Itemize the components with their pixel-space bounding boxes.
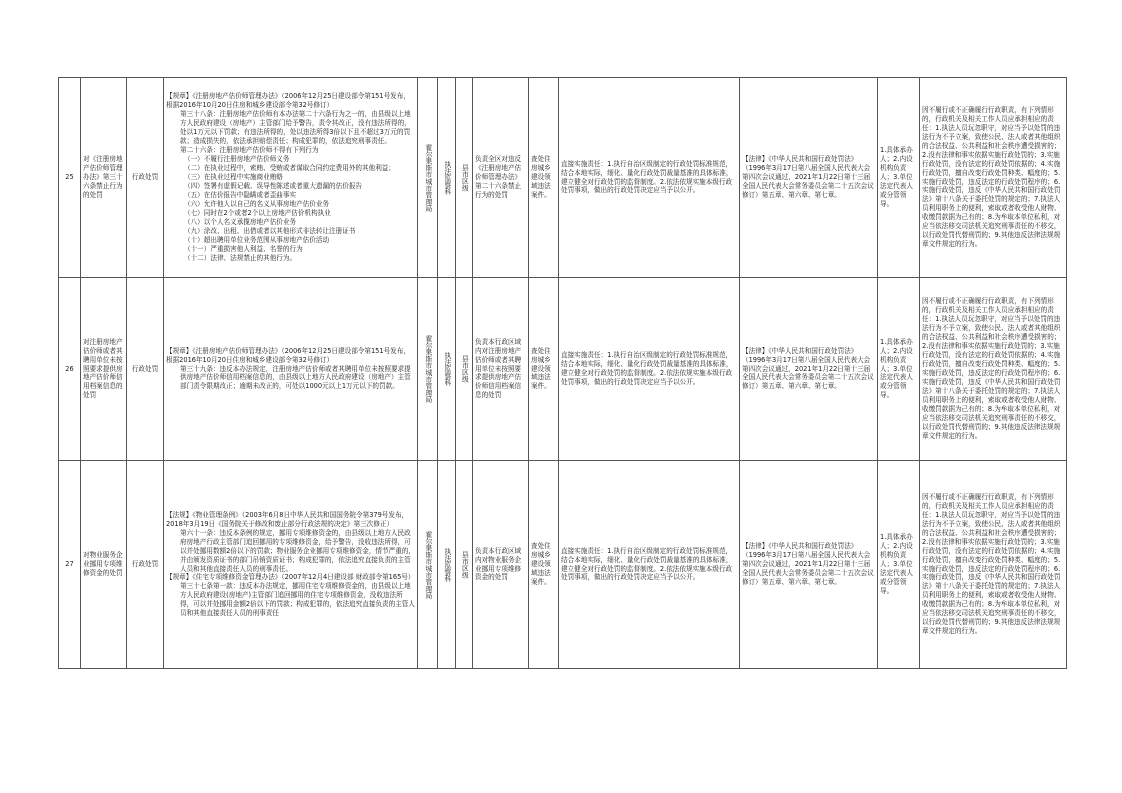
liability-table bbox=[58, 77, 1067, 669]
basis-line: （六）允许他人以自己的名义从事房地产估价业务 bbox=[184, 199, 330, 208]
basis-line: 第三十九条：违反本办法规定，注册房地产估价师或者其聘用单位未按照要求提供房地产估价师信用档案信息的，由县级以上地方人民政府建设（房地产）主管部门责令限期改正；逾期未改正的，可处以1000元以上1万元以下的罚款。 bbox=[180, 364, 411, 391]
basis-line: （九）涂改、出租、出借或者以其他形式非法转让注册证书 bbox=[184, 226, 356, 235]
liability: 因不履行或不正确履行行政职责，有下列情形的，行政机关及相关工作人员应承担相应的责任：1.执法人员玩忽职守，对应当予以处罚的违法行为不予立案，致使公民、法人或者其他组织的合法权益、公共利益和社会秩序遭受损害的；2.没有法律和事实依据实施行政处罚的；3.实施行政处罚，没有法定的行政处罚依据的；4.实施行政处罚，擅自改变行政处罚种类、幅度的；5.实施行政处罚，违反法定的行政处罚程序的；6.实施行政处罚，违反《中华人民共和国行政处罚法》第十八条关于委托处罚的规定的；7.执法人员利用职务上的便利，索取或者收受他人财物、收缴罚款据为己有的；8.为牟取本单位私利，对应当依法移交司法机关追究刑事责任的不移交，以行政处罚代替刑罚的；9.其他违反法律法规规章文件规定的行为。 bbox=[920, 278, 1067, 461]
basis-line: 【规章】《注册房地产估价师管理办法》（2006年12月25日建设部令第151号发布，根据2016年10月20日住房和城乡建设部令第32号修订） bbox=[166, 92, 410, 110]
basis-line: （二）在执业过程中，索贿、受贿或者谋取合同约定费用外的其他利益； bbox=[184, 164, 395, 173]
item-category: 行政处罚 bbox=[127, 461, 164, 669]
row-number: 25 bbox=[59, 78, 81, 278]
basis-line: 【法规】《物业管理条例》（2003年6月8日中华人民共和国国务院令第379号发布，2018年3月19日《国务院关于修改和废止部分行政法规的决定》第三次修正） bbox=[166, 510, 409, 528]
basis-line: （一）不履行注册房地产估价师义务 bbox=[184, 155, 290, 164]
scope: 负责本行政区域内对注册房地产估价师或者其聘用单位未按照要求提供房地产估价师信用档案信息的处罚 bbox=[473, 278, 529, 461]
table-row bbox=[59, 278, 1067, 461]
item-category: 行政处罚 bbox=[127, 278, 164, 461]
basis-line: 第六十一条：违反本条例的规定，挪用专项维修资金的，由县级以上地方人民政府房地产行政主管部门追回挪用的专项维修资金，给予警告，没收违法所得，可以并处挪用数额2倍以下的罚款；物业服务企业挪用专项维修资金，情节严重的，并由颁发资质证书的部门吊销资质证书；构成犯罪的，依法追究直接负责的主管人员和其他直接责任人员的刑事责任。 bbox=[180, 528, 415, 573]
basis-line: （十）超出聘用单位业务范围从事房地产估价活动 bbox=[184, 235, 330, 244]
duty: 直接实施责任：1.执行自治区级制定的行政处罚标准规范，结合本地实际，细化、量化行政处罚裁量基准的具体标准，建立健全对行政处罚的监督制度。2.依法依规实施本级行政处罚事项，做出的行政处罚决定应当予以公开。 bbox=[559, 278, 740, 461]
basis-line: 【规章】《住宅专项维修资金管理办法》（2007年12月4日建设部 财政部令第165号） bbox=[166, 573, 415, 582]
table-row bbox=[59, 461, 1067, 669]
legal-basis bbox=[164, 78, 418, 278]
law: 【法律】《中华人民共和国行政处罚法》（1996年3月17日第八届全国人民代表大会第四次会议通过，2021年1月22日第十三届全国人民代表大会常务委员会第二十五次会议修订）第五章、第六章、第七章。 bbox=[740, 78, 878, 278]
scope: 负责本行政区域内对物业服务企业挪用专项维修资金的处罚 bbox=[473, 461, 529, 669]
subject: 1.具体承办人；2.内设机构负责人；3.单位法定代表人或分管领导。 bbox=[878, 461, 920, 669]
basis-line: 【规章】《注册房地产估价师管理办法》（2006年12月25日建设部令第151号发布，根据2016年10月20日住房和城乡建设部令第32号修订） bbox=[166, 346, 410, 364]
authority: 霍尔果斯市城市管理局 bbox=[418, 78, 438, 278]
duty: 直接实施责任：1.执行自治区级制定的行政处罚标准规范，结合本地实际，细化、量化行政处罚裁量基准的具体标准，建立健全对行政处罚的监督制度。2.依法依规实施本级行政处罚事项，做出的行政处罚决定应当予以公开。 bbox=[559, 461, 740, 669]
basis-line: （五）在估价报告中隐瞒或者歪曲事实 bbox=[184, 190, 297, 199]
legal-basis bbox=[164, 278, 418, 461]
basis-line: 第二十六条：注册房地产估价师不得有下列行为 bbox=[180, 146, 319, 155]
basis-line: （四）签署有虚假记载、误导性陈述或者重大遗漏的估价报告 bbox=[184, 181, 363, 190]
law: 【法律】《中华人民共和国行政处罚法》（1996年3月17日第八届全国人民代表大会第四次会议通过，2021年1月22日第十三届全国人民代表大会常务委员会第二十五次会议修订）第五章、第六章、第七章。 bbox=[740, 461, 878, 669]
authority: 霍尔果斯市城市管理局 bbox=[418, 278, 438, 461]
basis-line: （八）以个人名义承揽房地产估价业务 bbox=[184, 217, 297, 226]
liability: 因不履行或不正确履行行政职责，有下列情形的，行政机关及相关工作人员应承担相应的责任：1.执法人员玩忽职守，对应当予以处罚的违法行为不予立案，致使公民、法人或者其他组织的合法权益、公共利益和社会秩序遭受损害的；2.没有法律和事实依据实施行政处罚的；3.实施行政处罚，没有法定的行政处罚依据的；4.实施行政处罚，擅自改变行政处罚种类、幅度的；5.实施行政处罚，违反法定的行政处罚程序的；6.实施行政处罚，违反《中华人民共和国行政处罚法》第十八条关于委托处罚的规定的；7.执法人员利用职务上的便利，索取或者收受他人财物、收缴罚款据为己有的；8.为牟取本单位私利，对应当依法移交司法机关追究刑事责任的不移交，以行政处罚代替刑罚的；9.其他违反法律法规规章文件规定的行为。 bbox=[920, 78, 1067, 278]
dept-duty: 查处住房城乡建设领域违法案件。 bbox=[529, 278, 559, 461]
basis-line: （七）同时在2个或者2个以上房地产估价机构执业 bbox=[184, 208, 331, 217]
item-name: 对《注册房地产估价师管理办法》第三十六条禁止行为的处罚 bbox=[81, 78, 127, 278]
legal-basis bbox=[164, 461, 418, 669]
dept-duty: 查处住房城乡建设领域违法案件。 bbox=[529, 461, 559, 669]
subject: 1.具体承办人；2.内设机构负责人；3.单位法定代表人或分管领导。 bbox=[878, 278, 920, 461]
level: 县市区级 bbox=[456, 78, 473, 278]
basis-line: （十二）法律、法规禁止的其他行为。 bbox=[184, 253, 297, 262]
row-number: 27 bbox=[59, 461, 81, 669]
row-number: 26 bbox=[59, 278, 81, 461]
scope: 负责全区对违反《注册房地产估价师管理办法》第二十六条禁止行为的处罚 bbox=[473, 78, 529, 278]
subject: 1.具体承办人；2.内设机构负责人；3.单位法定代表人或分管领导。 bbox=[878, 78, 920, 278]
level: 县市区级 bbox=[456, 278, 473, 461]
basis-line: 第三十七条第一款：违反本办法规定，挪用住宅专项维修资金的，由县级以上地方人民政府建设(房地产)主管部门追回挪用的住宅专项维修资金，没收违法所得，可以并处挪用金额2倍以下的罚款；构成犯罪的，依法追究直接负责的主管人员和其他直接责任人员的刑事责任 bbox=[180, 582, 415, 618]
duty: 直接实施责任：1.执行自治区级制定的行政处罚标准规范，结合本地实际，细化、量化行政处罚裁量基准的具体标准，建立健全对行政处罚的监督制度。2.依法依规实施本级行政处罚事项，做出的行政处罚决定应当予以公开。 bbox=[559, 78, 740, 278]
org-type: 执法监察科 bbox=[438, 278, 456, 461]
dept-duty: 查处住房城乡建设领域违法案件。 bbox=[529, 78, 559, 278]
basis-line: （十一）严重损害他人利益、名誉的行为 bbox=[184, 244, 303, 253]
liability: 因不履行或不正确履行行政职责，有下列情形的，行政机关及相关工作人员应承担相应的责任：1.执法人员玩忽职守，对应当予以处罚的违法行为不予立案，致使公民、法人或者其他组织的合法权益、公共利益和社会秩序遭受损害的；2.没有法律和事实依据实施行政处罚的；3.实施行政处罚，没有法定的行政处罚依据的；4.实施行政处罚，擅自改变行政处罚种类、幅度的；5.实施行政处罚，违反法定的行政处罚程序的；6.实施行政处罚，违反《中华人民共和国行政处罚法》第十八条关于委托处罚的规定的；7.执法人员利用职务上的便利，索取或者收受他人财物、收缴罚款据为己有的；8.为牟取本单位私利，对应当依法移交司法机关追究刑事责任的不移交，以行政处罚代替刑罚的；9.其他违反法律法规规章文件规定的行为。 bbox=[920, 461, 1067, 669]
item-category: 行政处罚 bbox=[127, 78, 164, 278]
basis-line: 第三十八条：注册房地产估价师有本办法第二十六条行为之一的，由县级以上地方人民政府建设（房地产）主管部门给予警告，责令其改正，没有违法所得的，处以1万元以下罚款；有违法所得的，处以违法所得3倍以下且不超过3万元的罚款；造成损失的，依法承担赔偿责任；构成犯罪的，依法追究刑事责任。 bbox=[180, 110, 411, 146]
item-name: 对物业服务企业挪用专项维修资金的处罚 bbox=[81, 461, 127, 669]
table-row bbox=[59, 78, 1067, 278]
item-name: 对注册房地产估价师或者其聘用单位未按照要求提供房地产估价师信用档案信息的处罚 bbox=[81, 278, 127, 461]
org-type: 执法监察科 bbox=[438, 78, 456, 278]
org-type: 执法监察科 bbox=[438, 461, 456, 669]
authority: 霍尔果斯市城市管理局 bbox=[418, 461, 438, 669]
law: 【法律】《中华人民共和国行政处罚法》（1996年3月17日第八届全国人民代表大会第四次会议通过，2021年1月22日第十三届全国人民代表大会常务委员会第二十五次会议修订）第五章、第六章、第七章。 bbox=[740, 278, 878, 461]
basis-line: （三）在执业过程中实施商业贿赂 bbox=[184, 173, 283, 182]
level: 县市区级 bbox=[456, 461, 473, 669]
